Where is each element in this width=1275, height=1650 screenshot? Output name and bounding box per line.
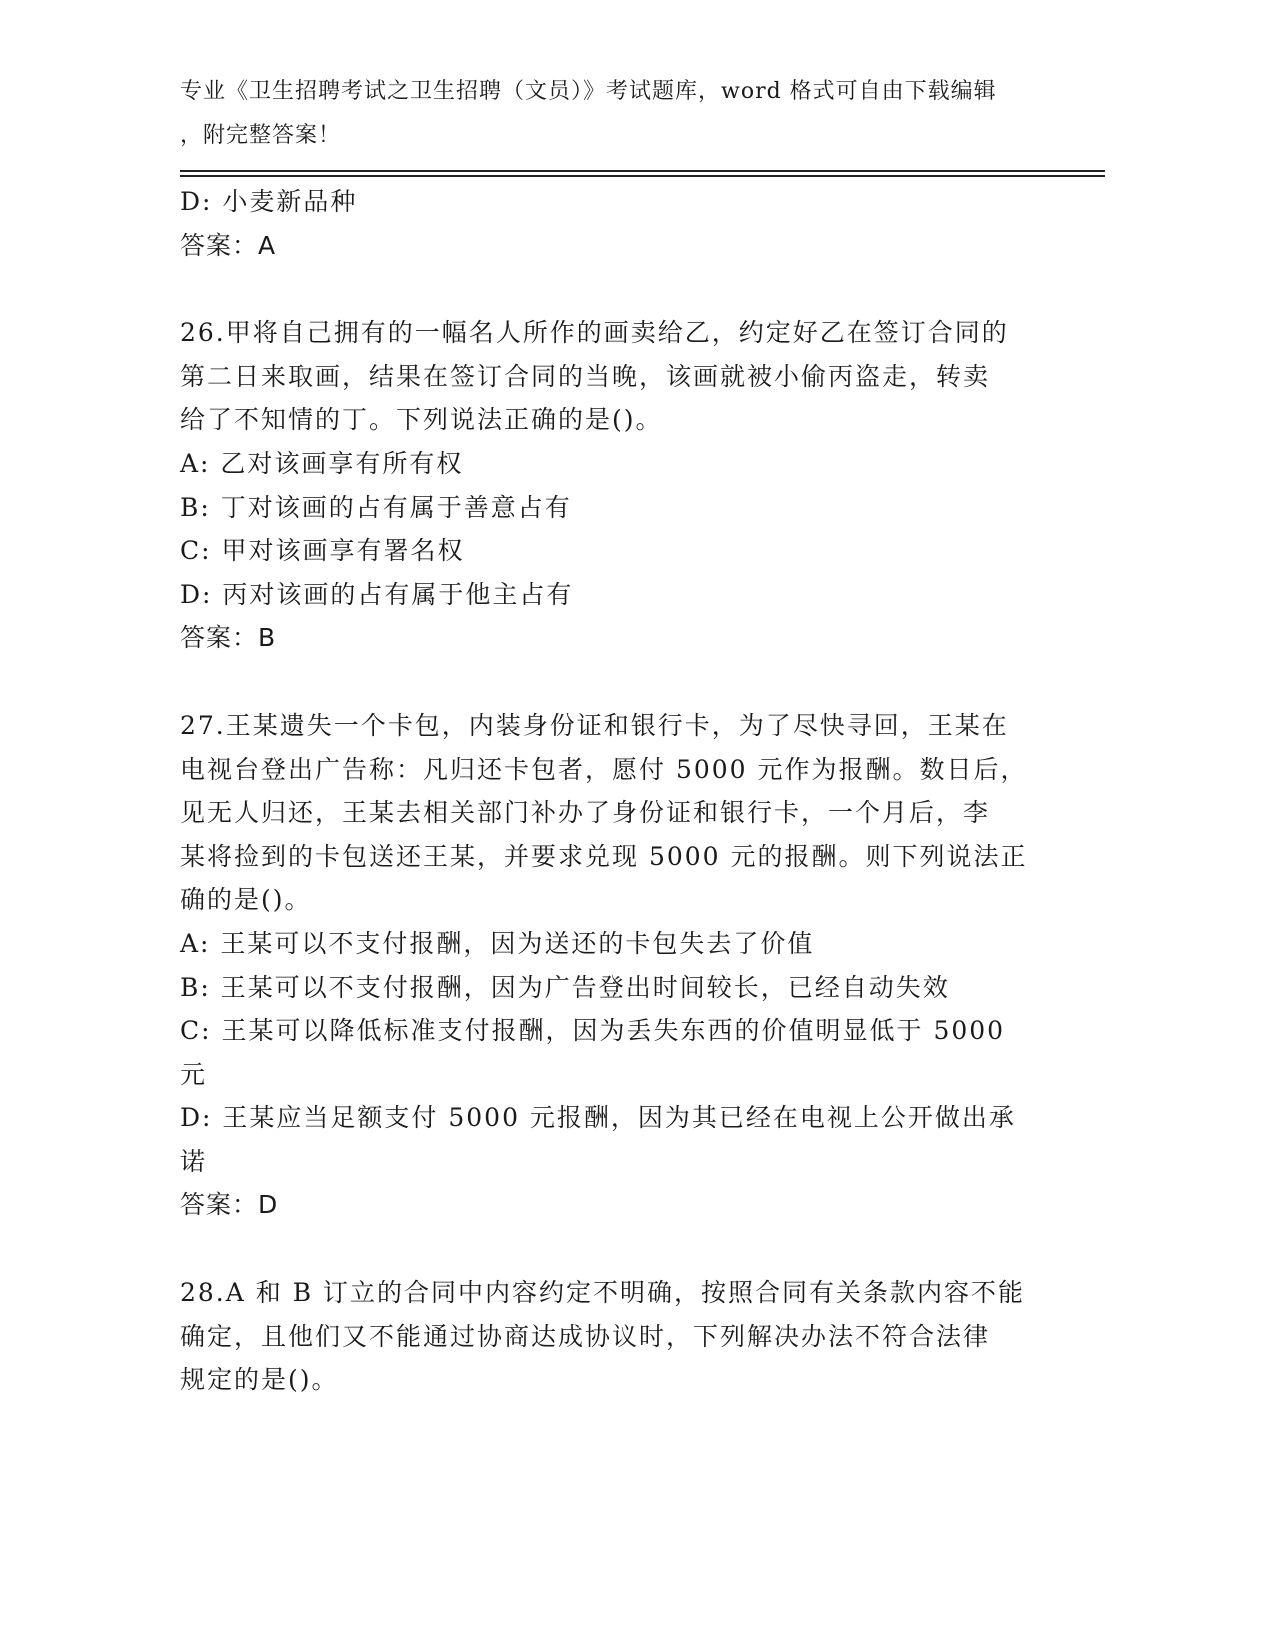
- option-c: C: 王某可以降低标准支付报酬，因为丢失东西的价值明显低于 5000: [180, 1016, 1006, 1046]
- option-c-continued: 元: [180, 1059, 208, 1089]
- header-line-1: 专业《卫生招聘考试之卫生招聘（文员）》考试题库，word 格式可自由下载编辑: [180, 79, 997, 104]
- document-header: [180, 70, 1060, 157]
- question-stem-line: 电视台登出广告称：凡归还卡包者，愿付 5000 元作为报酬。数日后，: [180, 754, 1028, 784]
- question-stem-line: 27.王某遗失一个卡包，内装身份证和银行卡，为了尽快寻回，王某在: [180, 710, 1009, 740]
- option-d: D: 小麦新品种: [180, 187, 358, 216]
- option-b: B: 王某可以不支付报酬，因为广告登出时间较长，已经自动失效: [180, 972, 950, 1002]
- option-d-continued: 诺: [180, 1146, 208, 1176]
- question-stem-line: 确定，且他们又不能通过协商达成协议时，下列解决办法不符合法律: [180, 1321, 991, 1351]
- spacer: [180, 1227, 1040, 1271]
- option-b: B: 丁对该画的占有属于善意占有: [180, 492, 572, 522]
- option-d: D: 王某应当足额支付 5000 元报酬，因为其已经在电视上公开做出承: [180, 1103, 1016, 1133]
- question-stem-line: 26.甲将自己拥有的一幅名人所作的画卖给乙，约定好乙在签订合同的: [180, 318, 1009, 348]
- question-stem-line: 第二日来取画，结果在签订合同的当晚，该画就被小偷丙盗走，转卖: [180, 361, 991, 391]
- option-c: C: 甲对该画享有署名权: [180, 536, 465, 566]
- answer-label: 答案：D: [180, 1190, 279, 1220]
- question-27: [180, 704, 1040, 1227]
- spacer: [180, 267, 1040, 311]
- previous-question-tail: [180, 180, 1040, 267]
- option-a: A: 王某可以不支付报酬，因为送还的卡包失去了价值: [180, 928, 815, 958]
- spacer: [180, 660, 1040, 704]
- option-d: D: 丙对该画的占有属于他主占有: [180, 579, 574, 609]
- question-stem-line: 某将捡到的卡包送还王某，并要求兑现 5000 元的报酬。则下列说法正: [180, 841, 1028, 871]
- question-26: [180, 311, 1040, 660]
- question-stem-line: 规定的是()。: [180, 1365, 339, 1395]
- header-divider-top: [180, 170, 1105, 172]
- header-divider-bottom: [180, 175, 1105, 177]
- answer-label: 答案：A: [180, 230, 277, 260]
- question-stem-line: 给了不知情的丁。下列说法正确的是()。: [180, 405, 663, 435]
- question-stem-line: 见无人归还，王某去相关部门补办了身份证和银行卡，一个月后，李: [180, 798, 991, 828]
- document-body: [180, 180, 1040, 1402]
- header-line-2: ，附完整答案！: [180, 122, 342, 148]
- answer-label: 答案：B: [180, 623, 277, 653]
- question-stem-line: 28.A 和 B 订立的合同中内容约定不明确，按照合同有关条款内容不能: [180, 1278, 1026, 1308]
- option-a: A: 乙对该画享有所有权: [180, 448, 464, 478]
- question-28: [180, 1271, 1040, 1402]
- question-stem-line: 确的是()。: [180, 885, 312, 915]
